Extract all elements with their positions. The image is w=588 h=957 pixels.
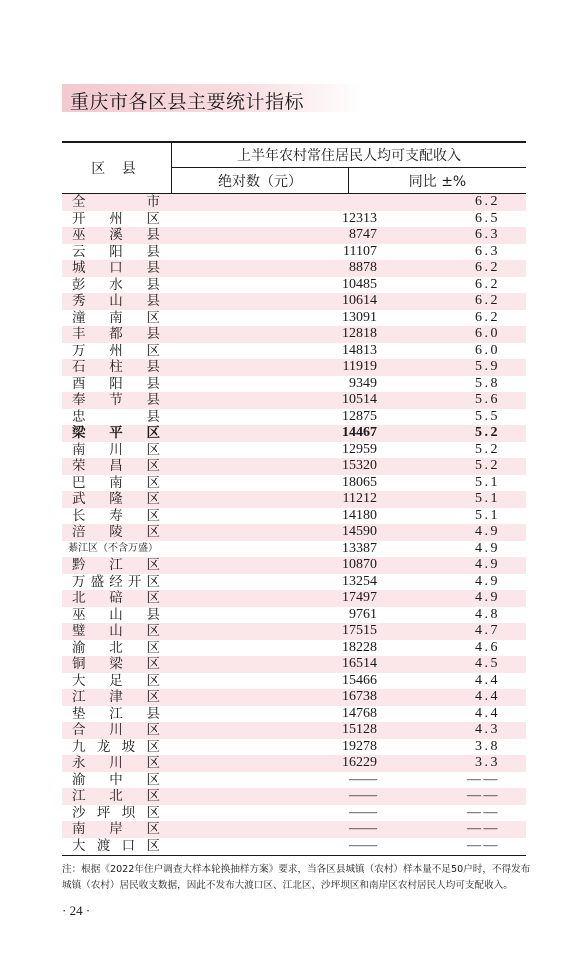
yoy-change-value: 3.3 bbox=[475, 755, 500, 770]
yoy-header: 同比 ±% bbox=[408, 174, 467, 190]
district-name: 大足区 bbox=[72, 672, 160, 689]
table-row bbox=[62, 442, 526, 459]
absolute-header: 绝对数（元） bbox=[218, 174, 302, 190]
district-name: 城口县 bbox=[72, 260, 160, 276]
absolute-income-value: 9349 bbox=[349, 375, 377, 391]
absolute-income-value: 11212 bbox=[342, 491, 377, 506]
absolute-income-value: 16514 bbox=[342, 656, 377, 671]
absolute-income-value: 14813 bbox=[342, 342, 377, 358]
district-name: 秀山县 bbox=[72, 293, 160, 309]
table-row bbox=[62, 673, 526, 690]
absolute-income-value: 13387 bbox=[342, 540, 377, 556]
yoy-change-value: 5.1 bbox=[475, 491, 500, 506]
district-name: 彭水县 bbox=[72, 276, 160, 293]
table-row bbox=[62, 623, 526, 640]
table-row bbox=[62, 706, 526, 723]
table-row bbox=[62, 508, 526, 525]
yoy-change-value: 5.1 bbox=[475, 474, 500, 490]
yoy-change-value: —— bbox=[467, 771, 500, 787]
district-name: 武隆区 bbox=[72, 491, 160, 507]
table-row bbox=[62, 574, 526, 591]
district-name: 南岸区 bbox=[72, 821, 160, 837]
absolute-income-value: —— bbox=[349, 788, 377, 803]
yoy-change-value: 4.9 bbox=[475, 590, 500, 605]
absolute-income-value: 14590 bbox=[342, 524, 377, 539]
yoy-change-value: 4.9 bbox=[475, 524, 500, 539]
absolute-income-value: 11107 bbox=[343, 243, 377, 259]
absolute-income-value: 15128 bbox=[342, 722, 377, 737]
yoy-change-value: 5.9 bbox=[475, 359, 500, 374]
table-row bbox=[62, 475, 526, 492]
district-name: 潼南区 bbox=[72, 309, 160, 326]
absolute-income-value: 10514 bbox=[342, 392, 377, 407]
yoy-change-value: 5.8 bbox=[475, 375, 500, 391]
yoy-change-value: 6.2 bbox=[475, 293, 500, 308]
absolute-income-value: 8878 bbox=[349, 260, 377, 275]
absolute-income-value: —— bbox=[349, 804, 377, 820]
table-row bbox=[62, 425, 526, 442]
absolute-income-value: 9761 bbox=[349, 606, 377, 622]
absolute-income-value: —— bbox=[349, 821, 377, 836]
yoy-change-value: 5.2 bbox=[475, 441, 500, 457]
yoy-change-value: —— bbox=[467, 837, 500, 853]
table-row bbox=[62, 293, 526, 310]
table-row bbox=[62, 392, 526, 409]
yoy-change-value: 6.3 bbox=[475, 227, 500, 242]
absolute-income-value: 14768 bbox=[342, 705, 377, 721]
table-row bbox=[62, 821, 526, 838]
absolute-income-value: 17497 bbox=[342, 590, 377, 605]
absolute-income-value: 16738 bbox=[342, 689, 377, 704]
table-row bbox=[62, 491, 526, 508]
absolute-income-value: 12959 bbox=[342, 441, 377, 457]
absolute-income-value: 19278 bbox=[342, 738, 377, 754]
district-name: 江北区 bbox=[72, 788, 160, 804]
table-row bbox=[62, 326, 526, 343]
district-name: 梁平区 bbox=[72, 425, 160, 441]
district-name: 南川区 bbox=[72, 441, 160, 458]
district-name: 巫山县 bbox=[72, 606, 160, 623]
absolute-income-value: 12875 bbox=[342, 408, 377, 424]
district-name: 荣昌区 bbox=[72, 458, 160, 474]
table-row bbox=[62, 739, 526, 756]
table-row bbox=[62, 788, 526, 805]
table-row bbox=[62, 524, 526, 541]
absolute-income-value: 10485 bbox=[342, 276, 377, 292]
yoy-change-value: 4.4 bbox=[475, 705, 500, 721]
yoy-change-value: 6.5 bbox=[475, 210, 500, 226]
table-row bbox=[62, 260, 526, 277]
yoy-change-value: 4.7 bbox=[475, 623, 500, 638]
district-name: 合川区 bbox=[72, 722, 160, 738]
table-row bbox=[62, 343, 526, 360]
district-name: 云阳县 bbox=[72, 243, 160, 260]
table-row bbox=[62, 607, 526, 624]
table-row bbox=[62, 310, 526, 327]
table-row bbox=[62, 359, 526, 376]
absolute-income-value: 15320 bbox=[342, 458, 377, 473]
absolute-income-value: 15466 bbox=[342, 672, 377, 688]
table-row bbox=[62, 838, 526, 855]
table-row bbox=[62, 722, 526, 739]
district-name: 巫溪县 bbox=[72, 227, 160, 243]
table-row bbox=[62, 277, 526, 294]
yoy-change-value: 6.0 bbox=[475, 326, 500, 341]
district-name: 綦江区（不含万盛） bbox=[68, 542, 158, 554]
yoy-change-value: 4.9 bbox=[475, 540, 500, 556]
district-name: 渝北区 bbox=[72, 639, 160, 656]
yoy-change-value: 4.4 bbox=[475, 689, 500, 704]
absolute-income-value: 13091 bbox=[342, 309, 377, 325]
district-header: 区 县 bbox=[91, 161, 142, 177]
absolute-income-value: 10614 bbox=[342, 293, 377, 308]
district-name: 黔江区 bbox=[72, 557, 160, 573]
absolute-income-value: 11919 bbox=[342, 359, 377, 374]
yoy-change-value: 6.0 bbox=[475, 342, 500, 358]
table-row bbox=[62, 656, 526, 673]
district-name: 长寿区 bbox=[72, 507, 160, 524]
table-row bbox=[62, 640, 526, 657]
table-row bbox=[62, 805, 526, 822]
district-name: 江津区 bbox=[72, 689, 160, 705]
yoy-change-value: 4.8 bbox=[475, 606, 500, 622]
yoy-change-value: 6.2 bbox=[475, 276, 500, 292]
absolute-income-value: —— bbox=[349, 837, 377, 853]
district-name: 酉阳县 bbox=[72, 375, 160, 392]
absolute-income-value: 12818 bbox=[342, 326, 377, 341]
yoy-change-value: 3.8 bbox=[475, 738, 500, 754]
district-name: 铜梁区 bbox=[72, 656, 160, 672]
district-name: 沙坪坝区 bbox=[72, 804, 160, 821]
yoy-change-value: 5.6 bbox=[475, 392, 500, 407]
table-header bbox=[62, 142, 526, 194]
yoy-change-value: 4.6 bbox=[475, 639, 500, 655]
yoy-change-value: 4.9 bbox=[475, 557, 500, 572]
absolute-income-value: 14180 bbox=[342, 507, 377, 523]
district-name: 奉节县 bbox=[72, 392, 160, 408]
table-row bbox=[62, 541, 526, 558]
yoy-change-value: 4.9 bbox=[475, 573, 500, 589]
table-row bbox=[62, 211, 526, 228]
yoy-change-value: 5.2 bbox=[475, 425, 500, 440]
absolute-income-value: 13254 bbox=[342, 573, 377, 589]
table-row bbox=[62, 194, 526, 211]
district-name: 大渡口区 bbox=[72, 837, 160, 854]
district-name: 石柱县 bbox=[72, 359, 160, 375]
district-name: 垫江县 bbox=[72, 705, 160, 722]
table-row bbox=[62, 590, 526, 607]
district-name: 万盛经开区 bbox=[72, 573, 160, 590]
absolute-income-value: 18228 bbox=[342, 639, 377, 655]
district-name: 璧山区 bbox=[72, 623, 160, 639]
table-row bbox=[62, 409, 526, 426]
district-name: 万州区 bbox=[72, 342, 160, 359]
yoy-change-value: —— bbox=[467, 788, 500, 803]
district-name: 渝中区 bbox=[72, 771, 160, 788]
table-row bbox=[62, 244, 526, 261]
absolute-income-value: 16229 bbox=[342, 755, 377, 770]
page-title: 重庆市各区县主要统计指标 bbox=[70, 91, 305, 113]
yoy-change-value: 5.2 bbox=[475, 458, 500, 473]
yoy-change-value: 5.1 bbox=[475, 507, 500, 523]
table-row bbox=[62, 772, 526, 789]
yoy-change-value: —— bbox=[467, 804, 500, 820]
table-row bbox=[62, 689, 526, 706]
yoy-change-value: 4.4 bbox=[475, 672, 500, 688]
district-name: 全 市 bbox=[72, 194, 160, 210]
table-row bbox=[62, 227, 526, 244]
district-name: 永川区 bbox=[72, 755, 160, 771]
table-bottom-rule bbox=[62, 855, 526, 856]
absolute-income-value: 10870 bbox=[342, 557, 377, 572]
yoy-change-value: 6.2 bbox=[475, 194, 500, 209]
yoy-change-value: 4.5 bbox=[475, 656, 500, 671]
footnote: 注：根据《2022年住户调查大样本轮换抽样方案》要求，当各区县城镇（农村）样本量不足50户时，不得发布城镇（农村）居民收支数据，因此不发布大渡口区、江北区、沙坪坝区和南岸区农村居民人均可支配收入。 bbox=[62, 864, 531, 891]
absolute-income-value: 17515 bbox=[342, 623, 377, 638]
table-body bbox=[62, 194, 526, 854]
table-row bbox=[62, 376, 526, 393]
page-number: · 24 · bbox=[62, 903, 91, 918]
yoy-change-value: 4.3 bbox=[475, 722, 500, 737]
district-name: 开州区 bbox=[72, 210, 160, 227]
yoy-change-value: 6.3 bbox=[475, 243, 500, 259]
district-name: 涪陵区 bbox=[72, 524, 160, 540]
yoy-change-value: 6.2 bbox=[475, 309, 500, 325]
district-name: 巴南区 bbox=[72, 474, 160, 491]
yoy-change-value: 5.5 bbox=[475, 408, 500, 424]
district-name: 丰都县 bbox=[72, 326, 160, 342]
table-row bbox=[62, 458, 526, 475]
absolute-income-value: —— bbox=[349, 771, 377, 787]
yoy-change-value: —— bbox=[467, 821, 500, 836]
district-name: 北碚区 bbox=[72, 590, 160, 606]
income-group-header: 上半年农村常住居民人均可支配收入 bbox=[237, 147, 461, 164]
district-name: 忠 县 bbox=[72, 408, 160, 425]
district-name: 九龙坡区 bbox=[72, 738, 160, 755]
absolute-income-value: 8747 bbox=[349, 227, 377, 242]
absolute-income-value: 12313 bbox=[342, 210, 377, 226]
table-row bbox=[62, 755, 526, 772]
yoy-change-value: 6.2 bbox=[475, 260, 500, 275]
absolute-income-value: 18065 bbox=[342, 474, 377, 490]
table-row bbox=[62, 557, 526, 574]
absolute-income-value: 14467 bbox=[342, 425, 377, 440]
